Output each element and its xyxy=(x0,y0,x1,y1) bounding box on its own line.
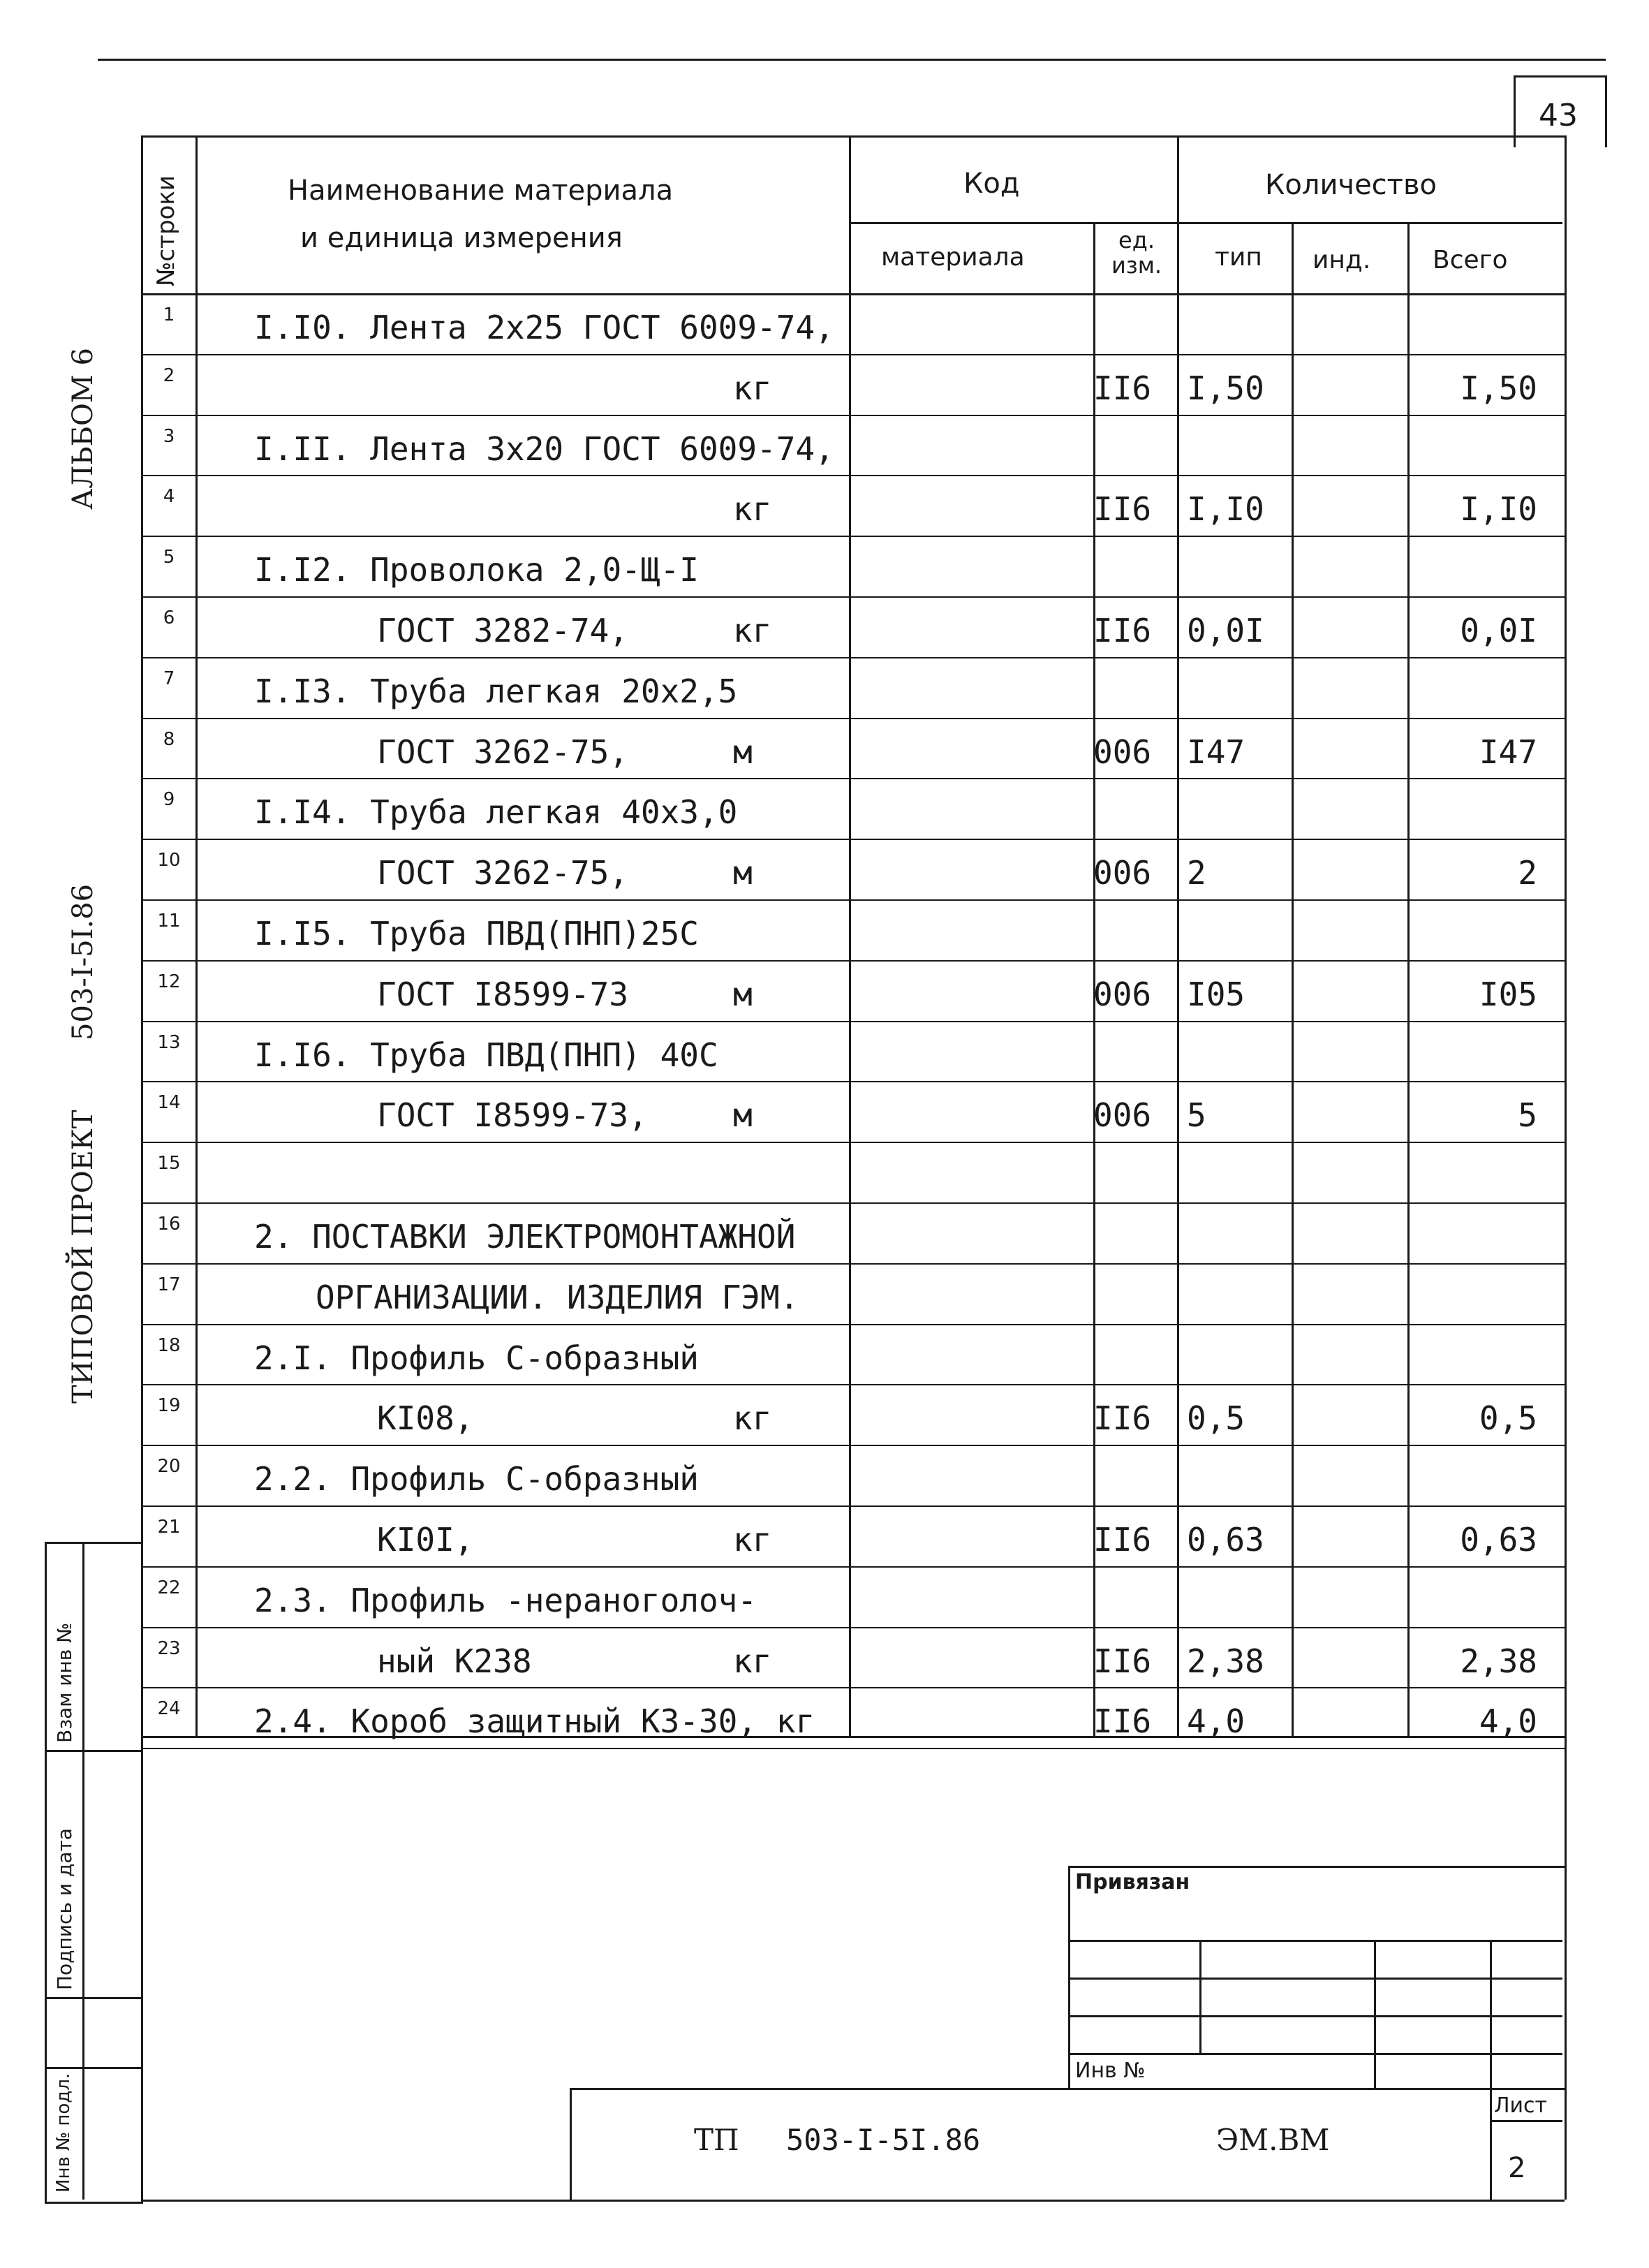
material-name: 2.4. Короб защитный КЗ-30, кг xyxy=(254,1702,815,1741)
table-row xyxy=(0,1204,1649,1265)
table-row xyxy=(0,1325,1649,1386)
row-number: 13 xyxy=(157,1031,181,1053)
unit-code: II6 xyxy=(1093,1642,1152,1680)
row-number: 12 xyxy=(157,971,181,992)
material-name: 2.I. Профиль С-образный xyxy=(254,1339,699,1377)
qty-total: 2,38 xyxy=(1460,1642,1537,1680)
table-row xyxy=(0,1688,1649,1749)
header-name-line2: и единица измерения xyxy=(300,222,623,254)
qty-type: I,50 xyxy=(1187,369,1264,407)
unit-code: II6 xyxy=(1093,369,1152,407)
material-name: I.I4. Труба легкая 40х3,0 xyxy=(254,793,738,832)
unit: кг xyxy=(733,369,772,407)
row-number: 3 xyxy=(163,425,175,447)
qty-type: 5 xyxy=(1187,1096,1206,1135)
table-row xyxy=(0,962,1649,1022)
qty-type: 2 xyxy=(1187,854,1206,892)
unit: кг xyxy=(733,1642,772,1680)
header-name-line1: Наименование материала xyxy=(288,175,674,207)
material-name: ГОСТ 3262-75, xyxy=(377,854,629,892)
album-label: АЛЬБОМ 6 xyxy=(67,348,99,510)
row-number: 9 xyxy=(163,789,175,811)
table-row xyxy=(0,1628,1649,1689)
row-number: 7 xyxy=(163,668,175,689)
unit-code: II6 xyxy=(1093,612,1152,649)
row-number: 2 xyxy=(163,364,175,386)
signature-date-label: Подпись и дата xyxy=(53,1828,76,1990)
row-number: 20 xyxy=(157,1456,181,1478)
stamp-doc-code: ЭМ.ВМ xyxy=(1216,2123,1330,2157)
unit-code: II6 xyxy=(1093,1521,1152,1559)
stamp-project: ТП xyxy=(694,2123,739,2157)
table-row xyxy=(0,901,1649,962)
qty-type: I,I0 xyxy=(1187,490,1264,529)
project-code-side: 503-I-5I.86 xyxy=(67,883,99,1040)
material-name: I.I0. Лента 2х25 ГОСТ 6009-74, xyxy=(254,309,834,346)
header-code-unit: ед. изм. xyxy=(1111,227,1162,279)
header-code-material: материала xyxy=(881,243,1025,272)
qty-type: I05 xyxy=(1187,975,1245,1013)
header-quantity: Количество xyxy=(1265,169,1437,201)
unit: м xyxy=(733,975,753,1013)
row-number: 24 xyxy=(157,1698,181,1720)
table-row xyxy=(0,1022,1649,1083)
header-code: Код xyxy=(963,168,1020,200)
qty-type: 4,0 xyxy=(1187,1702,1245,1741)
table-row xyxy=(0,416,1649,477)
table-row xyxy=(0,1082,1649,1143)
qty-total: 5 xyxy=(1518,1096,1537,1135)
material-name: I.I6. Труба ПВД(ПНП) 40С xyxy=(254,1036,718,1074)
attached-label: Привязан xyxy=(1075,1870,1190,1894)
sheet-label: Лист xyxy=(1494,2093,1548,2118)
header-qty-type: тип xyxy=(1215,243,1262,272)
row-number: 23 xyxy=(157,1637,181,1659)
unit-code: 006 xyxy=(1093,854,1152,892)
row-number: 18 xyxy=(157,1334,181,1356)
qty-type: 0,0I xyxy=(1187,612,1264,649)
header-qty-ind: инд. xyxy=(1312,246,1371,274)
table-row xyxy=(0,537,1649,598)
qty-type: 0,5 xyxy=(1187,1399,1245,1438)
sheet-number: 2 xyxy=(1508,2152,1526,2184)
material-name: I.I5. Труба ПВД(ПНП)25С xyxy=(254,915,699,952)
qty-type: 0,63 xyxy=(1187,1521,1264,1559)
top-rule xyxy=(98,59,1606,61)
inv-no-label: Инв № xyxy=(1075,2059,1146,2083)
unit-code: 006 xyxy=(1093,732,1152,771)
unit-code: 006 xyxy=(1093,975,1152,1013)
qty-total: 4,0 xyxy=(1479,1702,1537,1741)
qty-total: 0,63 xyxy=(1460,1521,1537,1559)
project-label-side: ТИПОВОЙ ПРОЕКТ xyxy=(67,1110,99,1404)
unit-code: II6 xyxy=(1093,1399,1152,1438)
qty-total: I05 xyxy=(1479,975,1537,1013)
table-row xyxy=(0,719,1649,780)
unit: м xyxy=(733,732,753,771)
qty-type: 2,38 xyxy=(1187,1642,1264,1680)
table-row xyxy=(0,779,1649,840)
table-row xyxy=(0,598,1649,658)
unit: кг xyxy=(733,1521,772,1559)
table-row xyxy=(0,658,1649,719)
material-name: 2.2. Профиль С-образный xyxy=(254,1460,699,1498)
table-row xyxy=(0,1143,1649,1204)
row-number: 11 xyxy=(157,911,181,932)
material-name: ГОСТ I8599-73, xyxy=(377,1096,648,1135)
unit: кг xyxy=(733,1399,772,1438)
unit-code: II6 xyxy=(1093,1702,1152,1741)
table-row xyxy=(0,1385,1649,1446)
unit: м xyxy=(733,1096,753,1135)
row-number: 16 xyxy=(157,1214,181,1235)
header-qty-total: Всего xyxy=(1433,246,1508,274)
unit-code: 006 xyxy=(1093,1096,1152,1135)
material-name: 2. ПОСТАВКИ ЭЛЕКТРОМОНТАЖНОЙ xyxy=(254,1218,796,1256)
table-row xyxy=(0,295,1649,355)
material-name: ГОСТ 3282-74, xyxy=(377,612,629,649)
material-name: 2.3. Профиль -нераноголоч- xyxy=(254,1581,757,1619)
qty-total: I,50 xyxy=(1460,369,1537,407)
material-name: КI08, xyxy=(377,1399,474,1438)
table-row xyxy=(0,476,1649,537)
unit: кг xyxy=(733,612,772,649)
row-number: 22 xyxy=(157,1577,181,1598)
header-row-no: №строки xyxy=(152,175,180,286)
material-name: I.II. Лента 3х20 ГОСТ 6009-74, xyxy=(254,429,834,468)
row-number: 1 xyxy=(163,304,175,325)
inv-podl-label: Инв № подл. xyxy=(53,2072,74,2193)
table-row xyxy=(0,1568,1649,1628)
row-number: 17 xyxy=(157,1274,181,1295)
unit-code: II6 xyxy=(1093,490,1152,529)
material-name: ГОСТ 3262-75, xyxy=(377,732,629,771)
qty-total: 0,0I xyxy=(1460,612,1537,649)
material-name: ОРГАНИЗАЦИИ. ИЗДЕЛИЯ ГЭМ. xyxy=(316,1278,799,1316)
qty-total: I47 xyxy=(1479,732,1537,771)
qty-total: 0,5 xyxy=(1479,1399,1537,1438)
material-name: КI0I, xyxy=(377,1521,474,1559)
stamp-project-code: 503-I-5I.86 xyxy=(786,2123,981,2157)
row-number: 5 xyxy=(163,547,175,568)
row-number: 10 xyxy=(157,850,181,871)
row-number: 21 xyxy=(157,1517,181,1538)
qty-total: 2 xyxy=(1518,854,1537,892)
table-row xyxy=(0,1265,1649,1325)
row-number: 14 xyxy=(157,1092,181,1114)
table-row xyxy=(0,840,1649,901)
material-name: I.I3. Труба легкая 20х2,5 xyxy=(254,672,738,710)
table-row xyxy=(0,1507,1649,1568)
row-number: 8 xyxy=(163,728,175,750)
table-row xyxy=(0,1446,1649,1507)
row-number: 4 xyxy=(163,486,175,508)
table-row xyxy=(0,355,1649,416)
material-name: ный К238 xyxy=(377,1642,532,1680)
inv-vzam-label: Взам инв № xyxy=(53,1622,76,1743)
row-number: 6 xyxy=(163,608,175,628)
qty-type: I47 xyxy=(1187,732,1245,771)
material-name: ГОСТ I8599-73 xyxy=(377,975,629,1013)
page-number: 43 xyxy=(1539,98,1578,133)
unit: кг xyxy=(733,490,772,529)
row-number: 15 xyxy=(157,1153,181,1174)
unit: м xyxy=(733,854,753,892)
material-name: I.I2. Проволока 2,0-Щ-I xyxy=(254,551,699,589)
qty-total: I,I0 xyxy=(1460,490,1537,529)
row-number: 19 xyxy=(157,1395,181,1417)
